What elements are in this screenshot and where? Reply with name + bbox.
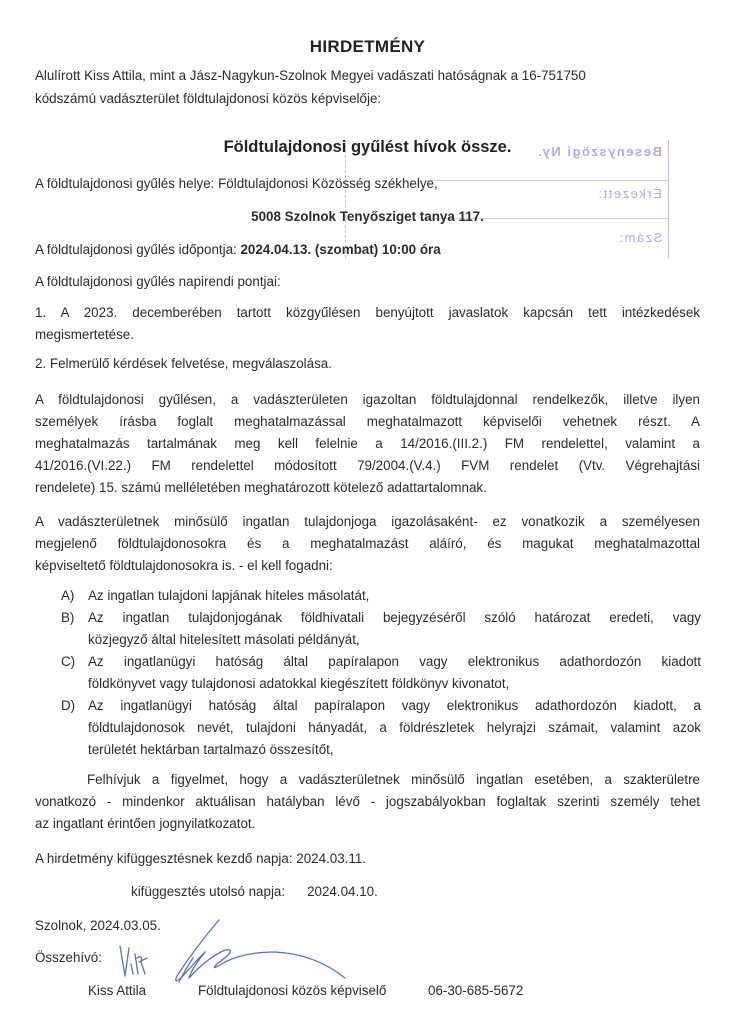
paragraph-line: 41/2016.(VI.22.) FM rendelettel módosított 79/2004.(V.4.) FVM rendelet (Vtv. Végrehajtási: [35, 458, 700, 473]
time-value: 2024.04.13. (szombat) 10:00 óra: [240, 242, 441, 257]
posting-end-value: 2024.04.10.: [307, 884, 378, 899]
document-list-item: [61, 607, 701, 651]
paragraph-line: Felhívjuk a figyelmet, hogy a vadászterületnek minősülő ingatlan esetében, a szakterületre: [87, 772, 700, 787]
list-item-label: A): [61, 588, 75, 603]
paragraph-line: meghatalmazás tartalmának meg kell felelnie a 14/2016.(III.2.) FM rendelettel, valamint a: [35, 436, 700, 451]
document-list-item: [61, 585, 701, 607]
convene-heading: Földtulajdonosi gyűlést hívok össze.: [223, 138, 512, 156]
paragraph-line: rendelete) 15. számú melléletében meghatározott kötelező adattartalomnak.: [35, 480, 487, 495]
agenda-line: megismertetése.: [35, 327, 134, 342]
stamp-row: Szám:: [617, 230, 662, 245]
meeting-time: [35, 242, 441, 257]
paragraph-line: A földtulajdonosi gyűlésen, a vadászterületen igazoltan földtulajdonnal rendelkezők, illetve ilyen: [35, 392, 700, 407]
list-item-line: Az ingatlanügyi hatóság által papíralapon vagy elektronikus adathordozón kiadott, a: [88, 698, 701, 713]
handwritten-signature: [115, 918, 355, 988]
document-title: HIRDETMÉNY: [309, 37, 426, 56]
venue-label: A földtulajdonosi gyűlés helye: Földtulajdonosi Közösség székhelye,: [35, 176, 438, 191]
intro-line: Alulírott Kiss Attila, mint a Jász-Nagykun-Szolnok Megyei vadászati hatóságnak a 16-751750: [35, 68, 586, 83]
signer-phone: 06-30-685-5672: [428, 983, 524, 998]
ownership-paragraph: [35, 511, 700, 577]
list-item-line: földkönyvet vagy tulajdonosi adatokkal kiegészített földkönyv kivonatot,: [88, 676, 510, 691]
document-list-item: [61, 651, 701, 695]
paragraph-line: személyek írásba foglalt meghatalmazással meghatalmazott képviselői vehetnek részt. A: [35, 414, 700, 429]
list-item-line: közjegyző által hitelesített másolati példányát,: [88, 632, 360, 647]
participation-paragraph: [35, 389, 700, 499]
venue-address: 5008 Szolnok Tenyősziget tanya 117.: [251, 209, 484, 224]
paragraph-line: vonatkozó - mindenkor aktuálisan hatályban lévő - jogszabályokban foglaltak szerinti személy tehet: [35, 794, 700, 809]
list-item-line: Az ingatlanügyi hatóság által papíralapon vagy elektronikus adathordozón kiadott: [88, 654, 701, 669]
posting-start-value: 2024.03.11.: [296, 851, 367, 866]
posting-start-label: A hirdetmény kifüggesztésnek kezdő napja:: [35, 851, 297, 866]
list-item-label: D): [61, 698, 76, 713]
paragraph-line: az ingatlant érintően jognyilatkozatot.: [35, 816, 256, 831]
agenda-line: 1. A 2023. decemberében tartott közgyűlésen benyújtott javaslatok kapcsán tett intézkedések: [35, 305, 700, 320]
agenda-item: [35, 302, 700, 346]
signature-initials-stroke: [120, 946, 129, 976]
posting-start: [35, 851, 366, 866]
paragraph-line: képviseltető földtulajdonosokra is. - el kell fogadni:: [35, 558, 333, 573]
document-list-item: [61, 695, 701, 761]
convener-label: Összehívó:: [35, 950, 102, 965]
list-item-line: Az ingatlan tulajdonjogának földhivatali bejegyzéséről szóló határozat eredeti, vagy: [88, 610, 701, 625]
agenda-label: A földtulajdonosi gyűlés napirendi pontjai:: [35, 274, 281, 289]
place-date: Szolnok, 2024.03.05.: [35, 918, 161, 933]
list-item-label: B): [61, 610, 75, 625]
stamp-row: Besenyszögi Ny.: [537, 144, 662, 159]
received-stamp: [345, 140, 669, 258]
notice-paragraph: [35, 769, 700, 835]
paragraph-line: A vadászterületnek minősülő ingatlan tulajdonjoga igazolásaként- ez vonatkozik a személyesen: [35, 514, 700, 529]
time-label: A földtulajdonosi gyűlés időpontja:: [35, 242, 241, 257]
list-item-label: C): [61, 654, 76, 669]
list-item-line: földtulajdonosok nevét, tulajdoni hányadát, a földrészletek helyrajzi számait, valamint azok: [88, 720, 701, 735]
posting-end-label: kifüggesztés utolsó napja:: [131, 884, 286, 899]
signature-main-stroke: [176, 920, 345, 981]
signer-name: Kiss Attila: [88, 983, 147, 998]
stamp-divider: [426, 180, 668, 181]
list-item-line: Az ingatlan tulajdoni lapjának hiteles másolatát,: [88, 588, 370, 603]
paragraph-line: megjelenő földtulajdonosokra és a meghatalmazást aláíró, és magukat meghatalmazottal: [35, 536, 700, 551]
signature-initials-stroke: [131, 954, 147, 974]
signer-role: Földtulajdonosi közös képviselő: [198, 983, 387, 998]
intro-line: kódszámú vadászterület földtulajdonosi közös képviselője:: [35, 91, 382, 106]
posting-end: [131, 884, 378, 899]
stamp-row: Érkezett:: [597, 186, 662, 201]
agenda-item: 2. Felmerülő kérdések felvetése, megválaszolása.: [35, 356, 332, 371]
list-item-line: területét hektárban tartalmazó összesítőt,: [88, 742, 334, 757]
